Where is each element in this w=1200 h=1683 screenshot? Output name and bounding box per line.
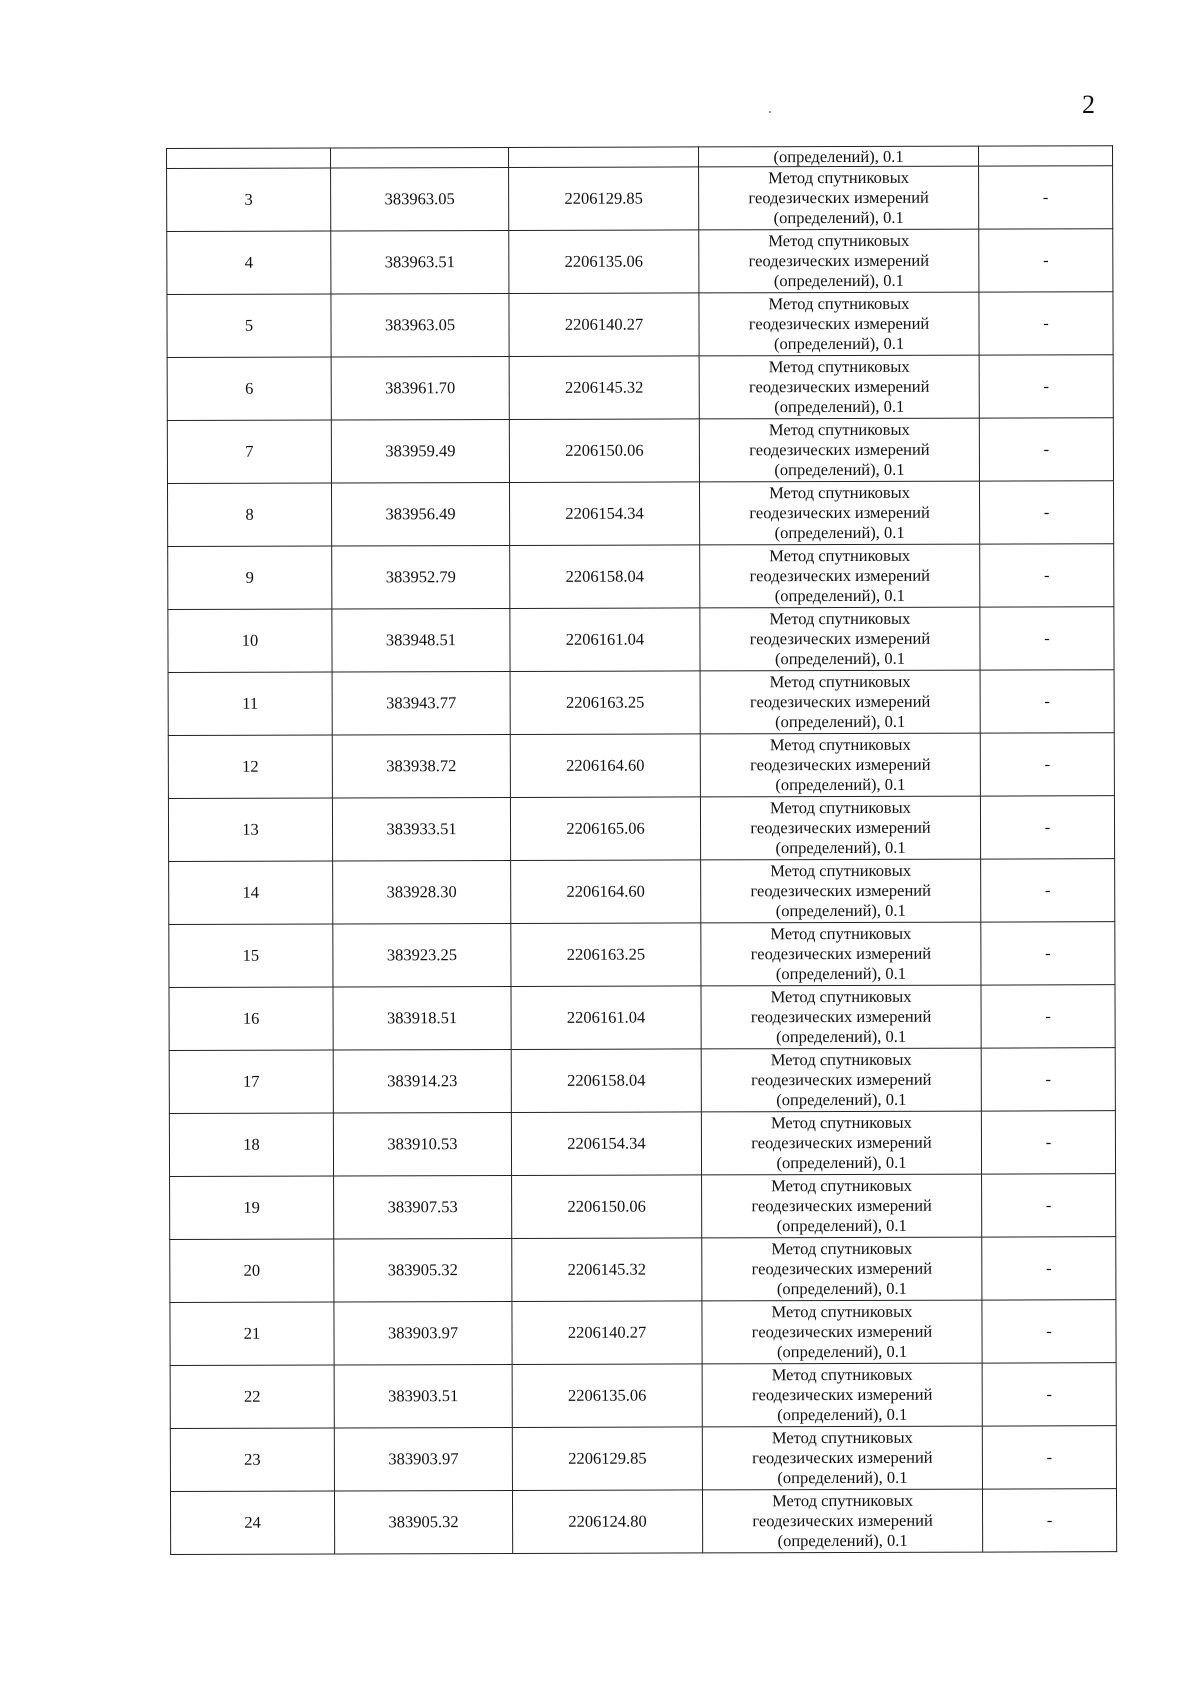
point-number-cell: 20 [170,1239,334,1302]
method-line-1: Метод спутниковых [770,1112,912,1133]
table-row [170,1300,1116,1366]
x-coordinate-cell: 383903.51 [334,1364,512,1428]
method-cell [700,670,980,734]
method-line-2: геодезических измерений [750,754,931,775]
note-cell: - [979,229,1113,292]
note-cell: - [980,607,1114,670]
point-number-cell [167,148,331,168]
table-row [169,922,1115,988]
note-cell: - [981,1048,1115,1111]
point-number-cell: 3 [167,168,331,231]
table-row [169,1111,1115,1177]
method-line-2: геодезических измерений [750,817,931,838]
y-coordinate-cell: 2206154.34 [509,482,699,546]
method-line-3: (определений), 0.1 [775,711,906,732]
method-cell [701,859,981,923]
method-cell [700,544,980,608]
note-cell: - [980,733,1114,796]
y-coordinate-cell: 2206161.04 [510,608,700,672]
method-line-3: (определений), 0.1 [774,396,905,417]
point-number-cell: 9 [168,546,332,609]
y-coordinate-cell: 2206150.06 [509,419,699,483]
table-row [167,166,1113,232]
y-coordinate-cell: 2206135.06 [509,230,699,294]
x-coordinate-cell: 383903.97 [334,1301,512,1365]
y-coordinate-cell: 2206164.60 [510,734,700,798]
method-cell [701,1111,981,1175]
x-coordinate-cell: 383910.53 [333,1112,511,1176]
point-number-cell: 8 [167,483,331,546]
method-line-1: Метод спутниковых [769,734,911,755]
method-cell [702,1300,982,1364]
method-cell [699,355,979,419]
page-number: 2 [1082,90,1095,119]
note-cell: - [979,355,1113,418]
method-cell [699,292,979,356]
x-coordinate-cell [331,147,509,168]
method-line-2: геодезических измерений [751,1258,933,1279]
method-line-2: геодезических измерений [751,1321,933,1342]
note-cell: - [982,1363,1116,1426]
method-line-1: Метод спутниковых [771,1175,913,1196]
method-line-1: Метод спутниковых [772,1490,913,1511]
table-row [168,796,1114,862]
point-number-cell: 22 [170,1365,334,1428]
method-line-3: (определений), 0.1 [774,522,905,543]
method-line-3: (определений), 0.1 [774,333,905,354]
method-line-1: Метод спутниковых [768,230,910,251]
point-number-cell: 19 [170,1176,334,1239]
method-line-3: (определений), 0.1 [775,900,906,921]
method-line-1: Метод спутниковых [771,1364,913,1385]
x-coordinate-cell: 383918.51 [333,986,511,1050]
method-line-1: Метод спутниковых [769,482,911,503]
point-number-cell: 6 [167,357,331,420]
scan-speck [769,111,771,113]
method-line-1: Метод спутниковых [771,1427,913,1448]
method-line-3: (определений), 0.1 [774,459,905,480]
method-line-2: геодезических измерений [749,691,931,712]
method-line-3: (определений), 0.1 [776,1089,907,1110]
method-cell [700,796,980,860]
table-row [169,859,1115,925]
method-line-1: Метод спутниковых [768,419,910,440]
method-cell [701,922,981,986]
method-line-3: (определений), 0.1 [775,774,906,795]
table-row [168,607,1114,673]
method-line-2: геодезических измерений [752,1510,933,1531]
method-cell [699,418,979,482]
x-coordinate-cell: 383938.72 [332,734,510,798]
method-line-1: Метод спутниковых [769,545,911,566]
method-cell [699,481,979,545]
method-line-3: (определений), 0.1 [775,963,907,984]
method-line-3: (определений), 0.1 [777,1530,908,1551]
method-line-1: Метод спутниковых [768,293,910,314]
x-coordinate-cell: 383963.05 [331,167,509,231]
x-coordinate-cell: 383952.79 [332,545,510,609]
note-cell: - [979,292,1113,355]
point-number-cell: 12 [168,735,332,798]
y-coordinate-cell: 2206145.32 [512,1238,702,1302]
method-line-2: геодезических измерений [748,187,929,208]
point-number-cell: 23 [170,1428,334,1491]
method-cell: (определений), 0.1 [698,146,978,167]
table-row [170,1489,1116,1555]
note-cell: - [979,166,1113,229]
method-line-3: (определений), 0.1 [777,1467,908,1488]
note-cell [978,146,1112,166]
method-line-2: геодезических измерений [748,313,930,334]
point-number-cell: 15 [169,924,333,987]
method-line-3: (определений), 0.1 [775,837,906,858]
method-cell [700,733,980,797]
method-line-3: (определений), 0.1 [773,270,904,291]
table-row [168,544,1114,610]
note-cell: - [981,859,1115,922]
method-line-3: (определений), 0.1 [776,1215,907,1236]
method-line-1: Метод спутниковых [769,797,911,818]
coordinates-table-body [167,146,1117,1555]
x-coordinate-cell: 383907.53 [334,1175,512,1239]
x-coordinate-cell: 383963.51 [331,230,509,294]
method-line-3: (определений), 0.1 [776,1278,907,1299]
method-cell [702,1426,982,1490]
note-cell: - [982,1237,1116,1300]
method-line-3: (определений), 0.1 [774,585,905,606]
x-coordinate-cell: 383959.49 [331,419,509,483]
table-row [169,1048,1115,1114]
method-line-3: (определений), 0.1 [773,207,904,228]
method-cell [702,1363,982,1427]
method-cell [702,1489,982,1553]
method-cell [699,229,979,293]
y-coordinate-cell: 2206158.04 [510,545,700,609]
y-coordinate-cell: 2206158.04 [511,1049,701,1113]
method-line-2: геодезических измерений [751,1195,932,1216]
method-line-2: геодезических измерений [751,1384,933,1405]
note-cell: - [979,418,1113,481]
x-coordinate-cell: 383963.05 [331,293,509,357]
y-coordinate-cell: 2206124.80 [512,1490,702,1554]
note-cell: - [982,1426,1116,1489]
y-coordinate-cell: 2206140.27 [512,1301,702,1365]
method-line-2: геодезических измерений [750,880,931,901]
method-line-1: Метод спутниковых [770,923,912,944]
y-coordinate-cell: 2206129.85 [512,1427,702,1491]
method-line-2: геодезических измерений [749,628,931,649]
note-cell: - [982,1174,1116,1237]
x-coordinate-cell: 383923.25 [333,923,511,987]
method-line-2: геодезических измерений [750,943,932,964]
point-number-cell: 16 [169,987,333,1050]
coordinates-table [166,145,1117,1555]
method-cell [702,1237,982,1301]
continuation-row [167,146,1113,169]
method-cell [701,1048,981,1112]
table-row [170,1363,1116,1429]
method-line-1: Метод спутниковых [769,671,911,692]
x-coordinate-cell: 383943.77 [332,671,510,735]
method-line-1: Метод спутниковых [770,986,912,1007]
method-line-3: (определений), 0.1 [776,1341,908,1362]
y-coordinate-cell: 2206163.25 [511,923,701,987]
point-number-cell: 14 [169,861,333,924]
method-line-3: (определений), 0.1 [776,1026,907,1047]
y-coordinate-cell: 2206165.06 [510,797,700,861]
method-cell [700,607,980,671]
table-row [167,229,1113,295]
x-coordinate-cell: 383905.32 [334,1238,512,1302]
point-number-cell: 13 [168,798,332,861]
y-coordinate-cell: 2206163.25 [510,671,700,735]
method-line-1: Метод спутниковых [769,608,911,629]
method-line-2: геодезических измерений [749,439,930,460]
table-row [167,481,1113,547]
x-coordinate-cell: 383928.30 [333,860,511,924]
point-number-cell: 5 [167,294,331,357]
method-line-3: (определений), 0.1 [777,1404,908,1425]
x-coordinate-cell: 383948.51 [332,608,510,672]
method-cell [702,1174,982,1238]
y-coordinate-cell: 2206145.32 [509,356,699,420]
x-coordinate-cell: 383956.49 [331,482,509,546]
method-line-2: геодезических измерений [750,1006,932,1027]
method-line-2: геодезических измерений [748,250,930,271]
note-cell: - [981,1111,1115,1174]
y-coordinate-cell: 2206135.06 [512,1364,702,1428]
method-line-2: геодезических измерений [751,1132,932,1153]
y-coordinate-cell: 2206129.85 [509,167,699,231]
note-cell: - [982,1489,1116,1552]
table-row [170,1174,1116,1240]
method-line-1: Метод спутниковых [770,860,912,881]
note-cell: - [979,481,1113,544]
table-row [167,292,1113,358]
x-coordinate-cell: 383933.51 [332,797,510,861]
method-line-2: геодезических измерений [748,376,930,397]
note-cell: - [981,985,1115,1048]
table-row [167,355,1113,421]
method-cell [699,166,979,230]
method-cell [701,985,981,1049]
table-row [169,985,1115,1051]
method-line-3: (определений), 0.1 [774,648,906,669]
x-coordinate-cell: 383903.97 [334,1427,512,1491]
table-row [167,418,1113,484]
point-number-cell: 17 [169,1050,333,1113]
x-coordinate-cell: 383905.32 [334,1490,512,1554]
y-coordinate-cell: 2206150.06 [512,1175,702,1239]
table-row [170,1237,1116,1303]
point-number-cell: 11 [168,672,332,735]
note-cell: - [981,922,1115,985]
method-line-2: геодезических измерений [749,502,930,523]
method-line-3: (определений), 0.1 [776,1152,907,1173]
y-coordinate-cell: 2206140.27 [509,293,699,357]
method-line-2: геодезических измерений [751,1069,932,1090]
y-coordinate-cell [508,147,698,168]
x-coordinate-cell: 383914.23 [333,1049,511,1113]
point-number-cell: 24 [170,1491,334,1554]
note-cell: - [980,796,1114,859]
method-line-1: Метод спутниковых [771,1301,913,1322]
y-coordinate-cell: 2206164.60 [511,860,701,924]
note-cell: - [980,544,1114,607]
note-cell: - [982,1300,1116,1363]
table-row [168,670,1114,736]
point-number-cell: 7 [167,420,331,483]
table-row [168,733,1114,799]
point-number-cell: 4 [167,231,331,294]
method-line-1: Метод спутниковых [771,1238,913,1259]
method-line-2: геодезических измерений [752,1447,933,1468]
method-line-1: Метод спутниковых [768,356,910,377]
y-coordinate-cell: 2206154.34 [511,1112,701,1176]
method-line-1: Метод спутниковых [770,1049,912,1070]
note-cell: - [980,670,1114,733]
point-number-cell: 18 [169,1113,333,1176]
method-line-2: геодезических измерений [749,565,931,586]
point-number-cell: 10 [168,609,332,672]
x-coordinate-cell: 383961.70 [331,356,509,420]
point-number-cell: 21 [170,1302,334,1365]
table-row [170,1426,1116,1492]
method-line-1: Метод спутниковых [768,167,910,188]
y-coordinate-cell: 2206161.04 [511,986,701,1050]
